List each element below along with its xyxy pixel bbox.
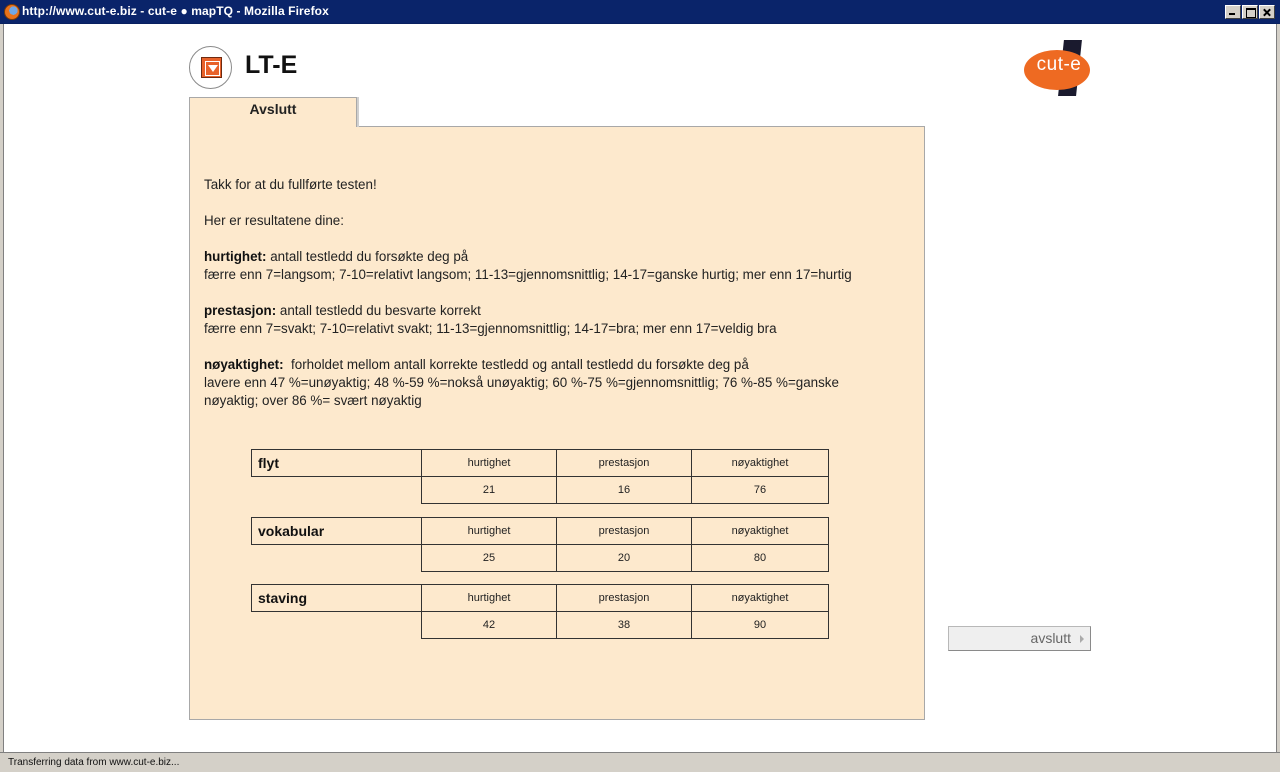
hurtighet-desc: antall testledd du forsøkte deg på: [266, 249, 469, 264]
avslutt-button-label: avslutt: [1030, 630, 1071, 646]
hurtighet-definition: [204, 248, 468, 266]
window-title: http://www.cut-e.biz - cut-e ● mapTQ - Mozilla Firefox: [22, 4, 329, 18]
tab-label: Avslutt: [249, 101, 297, 117]
value-prestasjon: 38: [556, 611, 692, 639]
prestasjon-scale: færre enn 7=svakt; 7-10=relativt svakt; 11-13=gjennomsnittlig; 14-17=bra; mer enn 17=veldig bra: [204, 321, 777, 336]
hurtighet-term: hurtighet:: [204, 249, 267, 264]
results-intro: Her er resultatene dine:: [204, 213, 344, 228]
prestasjon-definition: [204, 302, 481, 320]
header-prestasjon: prestasjon: [556, 584, 692, 612]
result-table-flyt: [251, 449, 829, 505]
noyaktighet-definition: [204, 356, 749, 374]
brand-logo-text: cut-e: [1036, 54, 1082, 75]
window-titlebar: [0, 0, 1280, 24]
value-prestasjon: 16: [556, 476, 692, 504]
noyaktighet-scale-line1: lavere enn 47 %=unøyaktig; 48 %-59 %=nokså unøyaktig; 60 %-75 %=gjennomsnittlig; 76 %-85 %=ganske: [204, 375, 839, 390]
tab-avslutt[interactable]: [189, 97, 357, 127]
app-logo-icon: [189, 46, 232, 89]
prestasjon-term: prestasjon:: [204, 303, 277, 318]
hurtighet-scale: færre enn 7=langsom; 7-10=relativt langsom; 11-13=gjennomsnittlig; 14-17=ganske hurtig; mer enn 17=hurtig: [204, 267, 852, 282]
result-name: vokabular: [251, 517, 422, 545]
result-name: staving: [251, 584, 422, 612]
result-name: flyt: [251, 449, 422, 477]
header-prestasjon: prestasjon: [556, 517, 692, 545]
noyaktighet-desc: forholdet mellom antall korrekte testledd og antall testledd du forsøkte deg på: [283, 357, 749, 372]
value-noyaktighet: 90: [691, 611, 829, 639]
result-table-vokabular: [251, 517, 829, 573]
page-title: LT-E: [245, 51, 298, 79]
brand-logo: [1023, 40, 1093, 97]
header-noyaktighet: nøyaktighet: [691, 584, 829, 612]
status-bar: [0, 752, 1280, 772]
value-hurtighet: 42: [421, 611, 557, 639]
minimize-button[interactable]: [1225, 5, 1241, 19]
header-hurtighet: hurtighet: [421, 449, 557, 477]
value-prestasjon: 20: [556, 544, 692, 572]
noyaktighet-scale-line2: nøyaktig; over 86 %= svært nøyaktig: [204, 393, 422, 408]
value-hurtighet: 25: [421, 544, 557, 572]
thanks-text: Takk for at du fullførte testen!: [204, 177, 377, 192]
value-noyaktighet: 80: [691, 544, 829, 572]
result-table-staving: [251, 584, 829, 640]
header-noyaktighet: nøyaktighet: [691, 449, 829, 477]
prestasjon-desc: antall testledd du besvarte korrekt: [276, 303, 481, 318]
value-noyaktighet: 76: [691, 476, 829, 504]
value-hurtighet: 21: [421, 476, 557, 504]
header-hurtighet: hurtighet: [421, 584, 557, 612]
noyaktighet-term: nøyaktighet:: [204, 357, 284, 372]
avslutt-button[interactable]: [948, 626, 1091, 651]
header-hurtighet: hurtighet: [421, 517, 557, 545]
header-noyaktighet: nøyaktighet: [691, 517, 829, 545]
maximize-button[interactable]: [1242, 5, 1258, 19]
firefox-icon: [4, 4, 20, 20]
chevron-right-icon: [1080, 635, 1084, 643]
window-frame-right: [1276, 24, 1280, 752]
close-button[interactable]: [1259, 5, 1275, 19]
header-prestasjon: prestasjon: [556, 449, 692, 477]
status-text: Transferring data from www.cut-e.biz...: [8, 757, 180, 768]
window-frame-left: [0, 24, 4, 752]
